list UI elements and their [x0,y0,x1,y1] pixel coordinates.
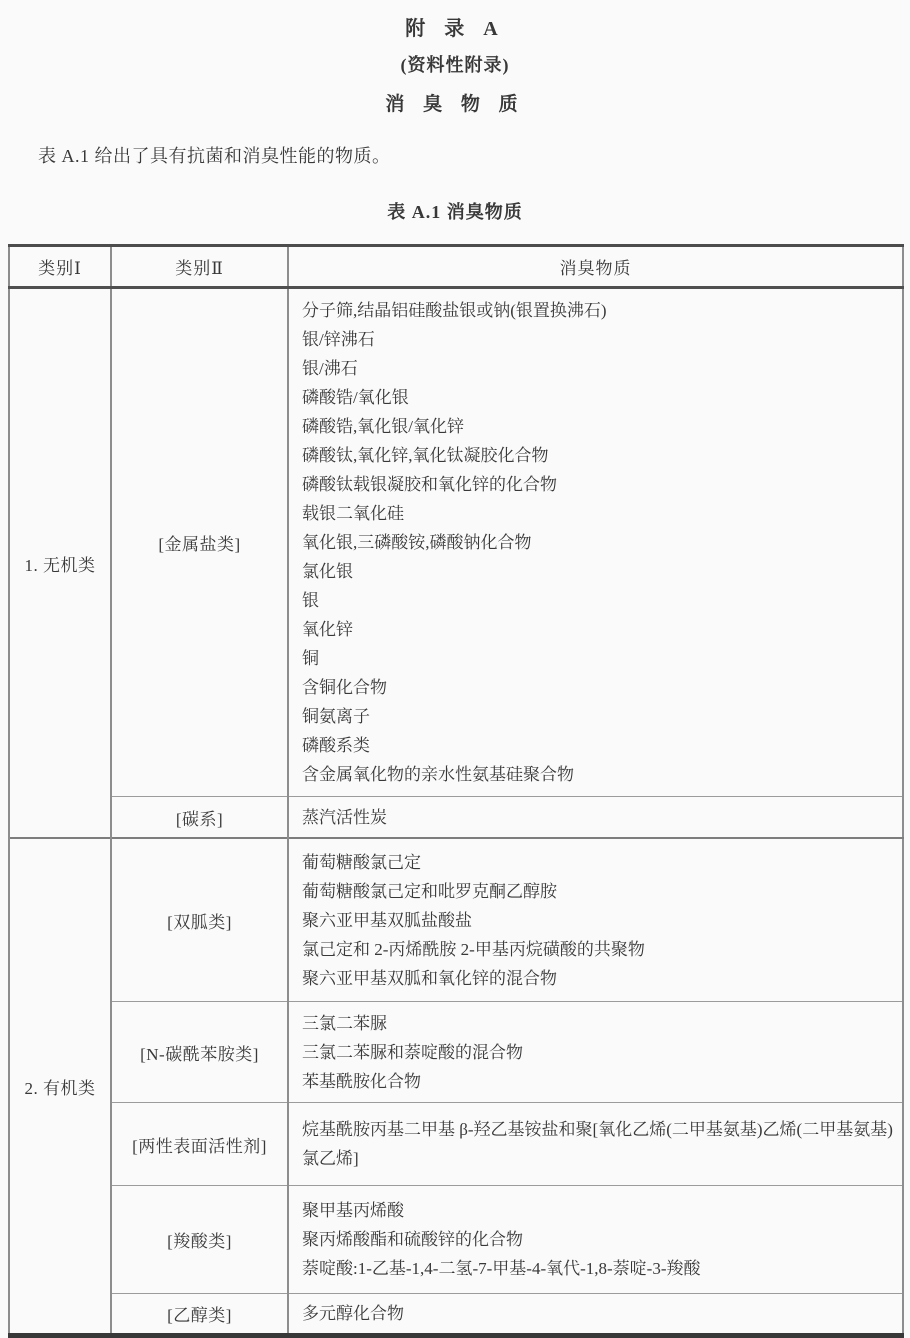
header-category2: 类别Ⅱ [111,246,288,288]
substance-line: 氯己定和 2-丙烯酰胺 2-甲基丙烷磺酸的共聚物 [302,939,645,959]
substance-line: 含铜化合物 [302,678,387,697]
substance-line: 银 [302,591,319,610]
substances-biguanide [288,838,903,1002]
appendix-title: 附 录 A [405,18,505,40]
substance-line: 磷酸系类 [302,736,370,755]
category1-organic: 2. 有机类 [9,838,111,1336]
header-category1: 类别Ⅰ [9,246,111,288]
category2-metal-salts: [金属盐类] [111,288,288,797]
substance-line: 聚六亚甲基双胍盐酸盐 [302,910,472,930]
deodorizing-substances-table [8,244,904,1338]
substance-line: 含金属氧化物的亲水性氨基硅聚合物 [302,765,574,784]
substance-line: 三氯二苯脲和萘啶酸的混合物 [302,1042,523,1062]
substance-line: 磷酸锆/氧化银 [302,388,409,407]
substance-line: 苯基酰胺化合物 [302,1071,421,1091]
substance-line: 磷酸锆,氧化银/氧化锌 [302,417,464,436]
table-row [9,1186,903,1294]
substance-line: 氧化锌 [302,620,353,639]
table-row [9,838,903,1002]
appendix-heading: 消 臭 物 质 [385,94,525,115]
substance-line: 烷基酰胺丙基二甲基 β-羟乙基铵盐和聚[氧化乙烯(二甲基氨基)乙烯(二甲基氨基)氯乙烯] [302,1120,893,1168]
substance-line: 葡萄糖酸氯己定 [302,852,421,872]
category2-carbon: [碳系] [111,797,288,839]
substance-line: 三氯二苯脲 [302,1013,387,1033]
substance-line: 聚丙烯酸酯和硫酸锌的化合物 [302,1230,523,1249]
category2-carboxylic-acid: [羧酸类] [111,1186,288,1294]
substance-line: 萘啶酸:1-乙基-1,4-二氢-7-甲基-4-氧代-1,8-萘啶-3-羧酸 [302,1259,701,1278]
header-substance: 消臭物质 [288,246,903,288]
intro-paragraph: 表 A.1 给出了具有抗菌和消臭性能的物质。 [38,146,391,166]
table-row [9,288,903,797]
substance-line: 载银二氧化硅 [302,504,404,523]
category1-inorganic: 1. 无机类 [9,288,111,839]
substances-amphoteric-surfactant [288,1103,903,1186]
substance-line: 分子筛,结晶铝硅酸盐银或钠(银置换沸石) [302,301,607,320]
category2-amphoteric-surfactant: [两性表面活性剂] [111,1103,288,1186]
substance-line: 磷酸钛,氧化锌,氧化钛凝胶化合物 [302,446,549,465]
substances-metal-salts [288,288,903,797]
substance-line: 铜 [302,649,319,668]
substance-line: 氧化银,三磷酸铵,磷酸钠化合物 [302,533,532,552]
table-row [9,1294,903,1336]
substance-line: 银/沸石 [302,359,358,378]
table-row [9,1103,903,1186]
category2-biguanide: [双胍类] [111,838,288,1002]
category2-alcohol: [乙醇类] [111,1294,288,1336]
substances-alcohol [288,1294,903,1336]
table-caption: 表 A.1 消臭物质 [387,202,523,222]
substance-line: 蒸汽活性炭 [302,807,387,827]
substance-line: 银/锌沸石 [302,330,375,349]
substance-line: 铜氨离子 [302,707,370,726]
substance-line: 聚六亚甲基双胍和氧化锌的混合物 [302,968,557,988]
substances-carbon [288,797,903,839]
substance-line: 磷酸钛载银凝胶和氧化锌的化合物 [302,475,557,494]
category2-carbanilide: [N-碳酰苯胺类] [111,1002,288,1103]
substance-line: 氯化银 [302,562,353,581]
substance-line: 聚甲基丙烯酸 [302,1201,404,1220]
substance-line: 多元醇化合物 [302,1304,404,1323]
substances-carbanilide [288,1002,903,1103]
substances-carboxylic-acid [288,1186,903,1294]
table-header-row [9,246,903,288]
substance-line: 葡萄糖酸氯己定和吡罗克酮乙醇胺 [302,881,557,901]
table-row [9,797,903,839]
table-row [9,1002,903,1103]
appendix-subtitle: (资料性附录) [400,55,510,75]
